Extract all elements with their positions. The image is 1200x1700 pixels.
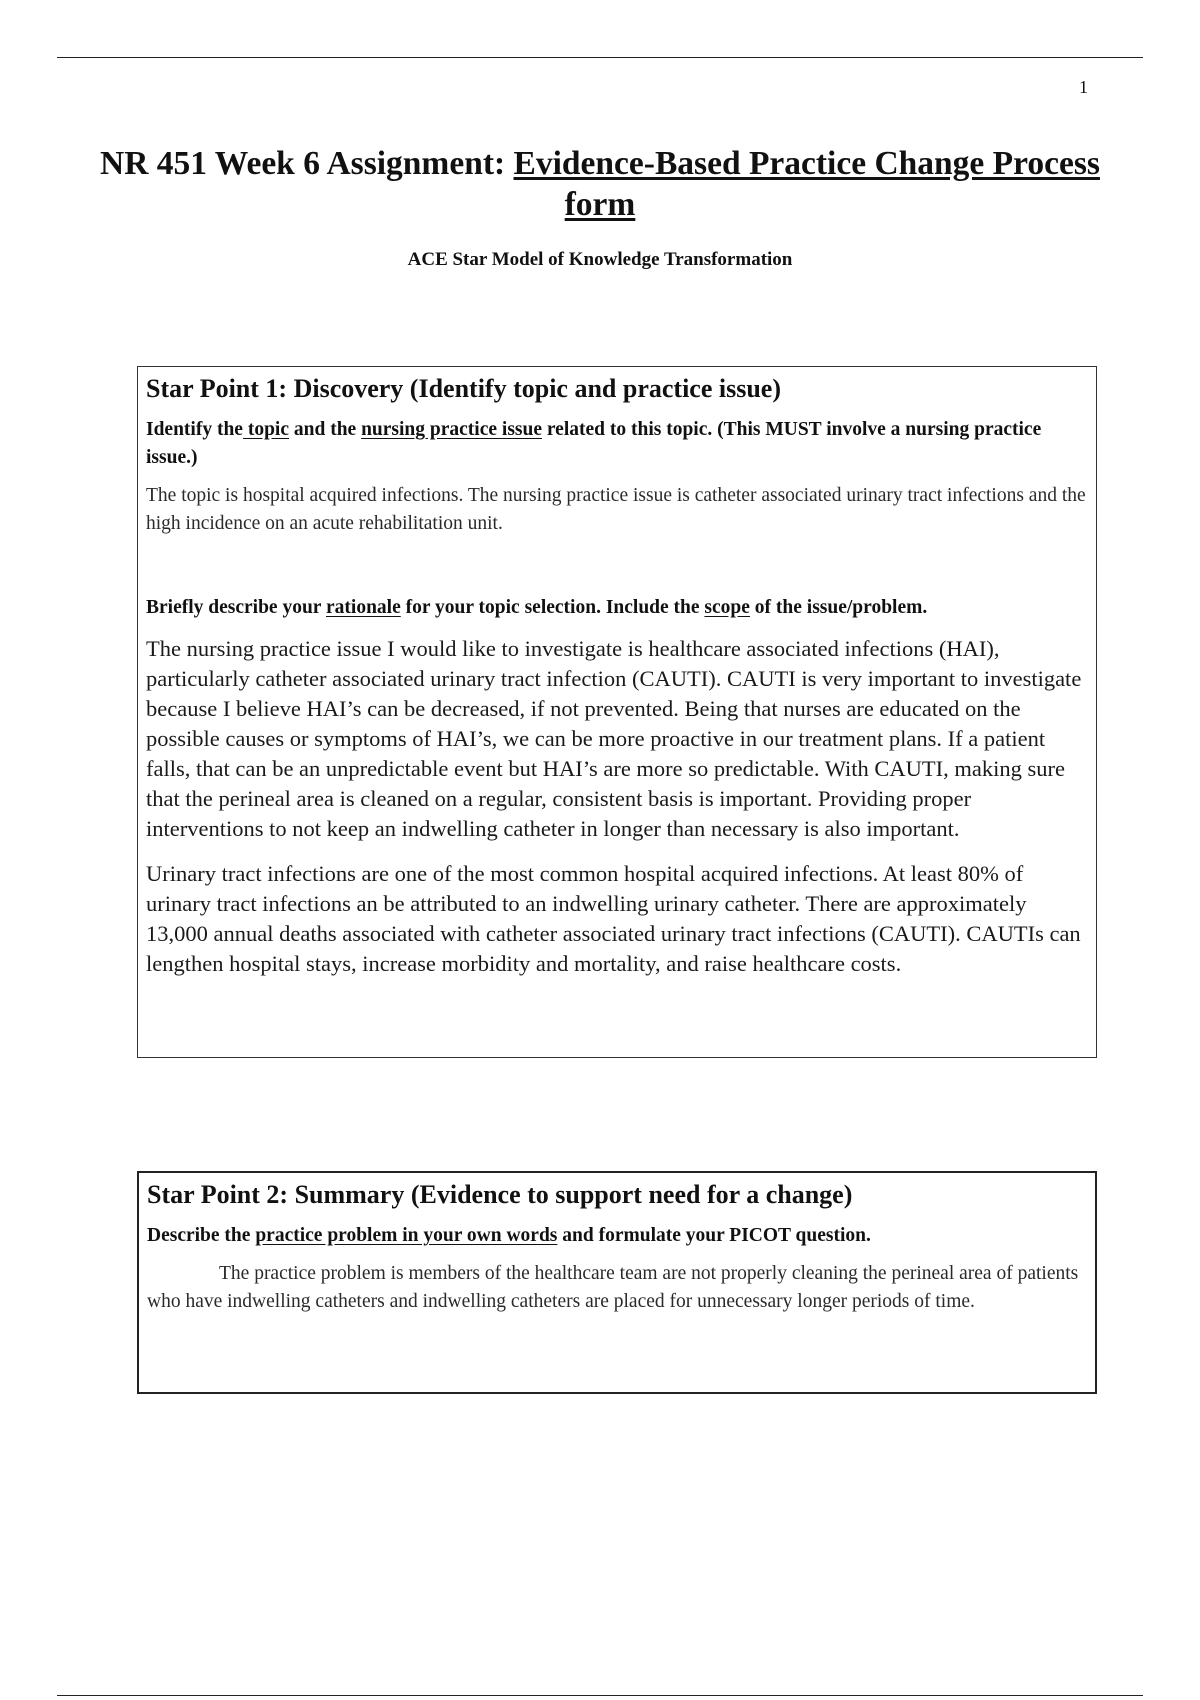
practice-problem-prompt-text: Describe the	[147, 1225, 256, 1246]
header-rule	[57, 57, 1143, 58]
star-point-2-heading: Star Point 2: Summary (Evidence to support need for a change)	[147, 1180, 853, 1209]
topic-prompt-underline: topic	[242, 419, 290, 440]
rationale-prompt	[146, 594, 1088, 622]
topic-prompt-text: and the	[289, 419, 362, 440]
star-point-1-box	[137, 366, 1097, 1058]
rationale-prompt-text: of the issue/problem.	[749, 597, 928, 618]
star-point-2-box	[137, 1171, 1097, 1394]
topic-prompt-text: Identify the	[146, 419, 243, 440]
practice-problem-answer: The practice problem is members of the healthcare team are not properly cleaning the perineal area of patients who have indwelling catheters and indwelling catheters are placed for unnecessary longer periods of time.	[147, 1263, 1079, 1312]
rationale-prompt-underline: scope	[704, 597, 750, 618]
footer-rule	[57, 1695, 1143, 1696]
document-subtitle: ACE Star Model of Knowledge Transformation	[407, 249, 793, 270]
practice-problem-prompt	[147, 1222, 1087, 1250]
star-point-1-heading: Star Point 1: Discovery (Identify topic and practice issue)	[146, 374, 782, 403]
rationale-prompt-text: for your topic selection. Include the	[400, 597, 705, 618]
rationale-answer-paragraph-2: Urinary tract infections are one of the most common hospital acquired infections. At least 80% of urinary tract infections an be attributed to an indwelling urinary catheter. There are approximately 13,000 annual deaths associated with catheter associated urinary tract infections (CAUTI). CAUTIs can lengthen hospital stays, increase morbidity and mortality, and raise healthcare costs.	[146, 861, 1081, 976]
topic-prompt-underline: nursing practice issue	[361, 419, 542, 440]
rationale-answer-paragraph-1: The nursing practice issue I would like to investigate is healthcare associated infections (HAI), particularly catheter associated urinary tract infection (CAUTI). CAUTI is very important to investigate because I believe HAI’s can be decreased, if not prevented. Being that nurses are educated on the possible causes or symptoms of HAI’s, we can be more proactive in our treatment plans. If a patient falls, that can be an unpredictable event but HAI’s are more so predictable. With CAUTI, making sure that the perineal area is cleaned on a regular, consistent basis is important. Providing proper interventions to not keep an indwelling catheter in longer than necessary is also important.	[146, 636, 1082, 841]
title-underlined: Evidence-Based Practice Change Process form	[513, 145, 1100, 223]
topic-prompt-text: related to this topic. (This MUST involve a nursing practice issue.)	[146, 419, 1042, 468]
practice-problem-prompt-underline: practice problem in your own words	[255, 1225, 558, 1246]
title-prefix: NR 451 Week 6 Assignment:	[100, 145, 514, 182]
practice-problem-prompt-text: and formulate your PICOT question.	[557, 1225, 871, 1246]
rationale-prompt-underline: rationale	[326, 597, 401, 618]
topic-prompt	[146, 416, 1088, 472]
document-title	[100, 143, 1100, 225]
topic-answer: The topic is hospital acquired infections. The nursing practice issue is catheter associated urinary tract infections and the high incidence on an acute rehabilitation unit.	[146, 485, 1086, 534]
page-number: 1	[1079, 77, 1088, 97]
rationale-prompt-text: Briefly describe your	[146, 597, 326, 618]
